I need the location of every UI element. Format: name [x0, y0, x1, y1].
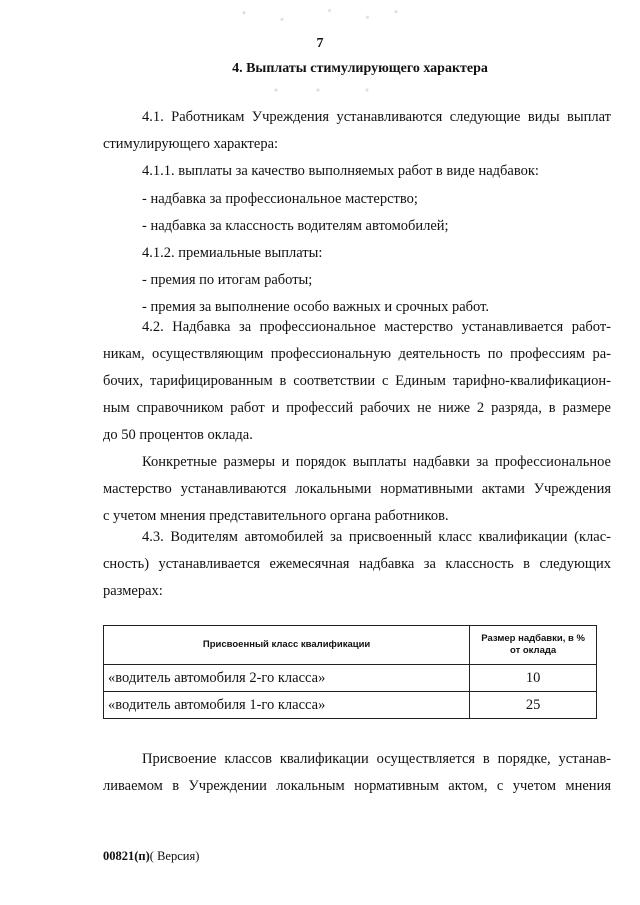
- paragraph-line: ным справочником работ и профессий рабочих не ниже 2 разряда, в размере: [103, 400, 611, 416]
- paragraph-line: до 50 процентов оклада.: [103, 427, 253, 443]
- paragraph-line: размерах:: [103, 583, 163, 599]
- document-version: ( Версия): [149, 849, 200, 863]
- column-header-rate: [470, 626, 597, 665]
- paragraph-line: 4.1. Работникам Учреждения устанавливаются следующие виды выплат: [142, 109, 611, 125]
- qualification-class-cell: «водитель автомобиля 1-го класса»: [104, 692, 470, 719]
- paragraph-line: ливаемом в Учреждении локальным нормативным актом, с учетом мнения: [103, 778, 611, 794]
- document-code: 00821(п): [103, 849, 150, 863]
- paragraph-line: стимулирующего характера:: [103, 136, 279, 152]
- paragraph-line: 4.1.2. премиальные выплаты:: [142, 245, 323, 261]
- paragraph-line: 4.1.1. выплаты за качество выполняемых работ в виде надбавок:: [142, 163, 539, 179]
- column-header-rate-line: Размер надбавки, в %: [481, 633, 585, 644]
- scan-artifact: [255, 86, 395, 94]
- table-row: [104, 665, 597, 692]
- classification-rates-table: [103, 625, 597, 719]
- scan-artifact: [225, 4, 415, 26]
- list-item: - премия по итогам работы;: [142, 272, 313, 288]
- document-footer: [103, 849, 199, 864]
- table-header-row: [104, 626, 597, 665]
- paragraph-line: 4.2. Надбавка за профессиональное мастерство устанавливается работ-: [142, 319, 611, 335]
- paragraph-line: сность) устанавливается ежемесячная надбавка за классность в следующих: [103, 556, 611, 572]
- section-title: 4. Выплаты стимулирующего характера: [232, 61, 488, 76]
- column-header-rate-line: от оклада: [510, 645, 557, 656]
- paragraph-line: 4.3. Водителям автомобилей за присвоенный класс квалификации (клас-: [142, 529, 611, 545]
- paragraph-line: бочих, тарифицированным в соответствии с Единым тарифно-квалификацион-: [103, 373, 611, 389]
- paragraph-line: никам, осуществляющим профессиональную деятельность по профессиям ра-: [103, 346, 611, 362]
- rate-percent-cell: 25: [470, 692, 597, 719]
- paragraph-line: Конкретные размеры и порядок выплаты надбавки за профессиональное: [142, 454, 611, 470]
- rate-percent-cell: 10: [470, 665, 597, 692]
- qualification-class-cell: «водитель автомобиля 2-го класса»: [104, 665, 470, 692]
- list-item: - надбавка за профессиональное мастерство;: [142, 191, 418, 207]
- list-item: - надбавка за классность водителям автомобилей;: [142, 218, 449, 234]
- paragraph-line: Присвоение классов квалификации осуществляется в порядке, устанав-: [142, 751, 611, 767]
- page-number: 7: [316, 36, 324, 51]
- paragraph-line: с учетом мнения представительного органа работников.: [103, 508, 449, 524]
- paragraph-line: мастерство устанавливаются локальными нормативными актами Учреждения: [103, 481, 611, 497]
- table-row: [104, 692, 597, 719]
- list-item: - премия за выполнение особо важных и срочных работ.: [142, 299, 489, 315]
- column-header-class: Присвоенный класс квалификации: [104, 626, 470, 665]
